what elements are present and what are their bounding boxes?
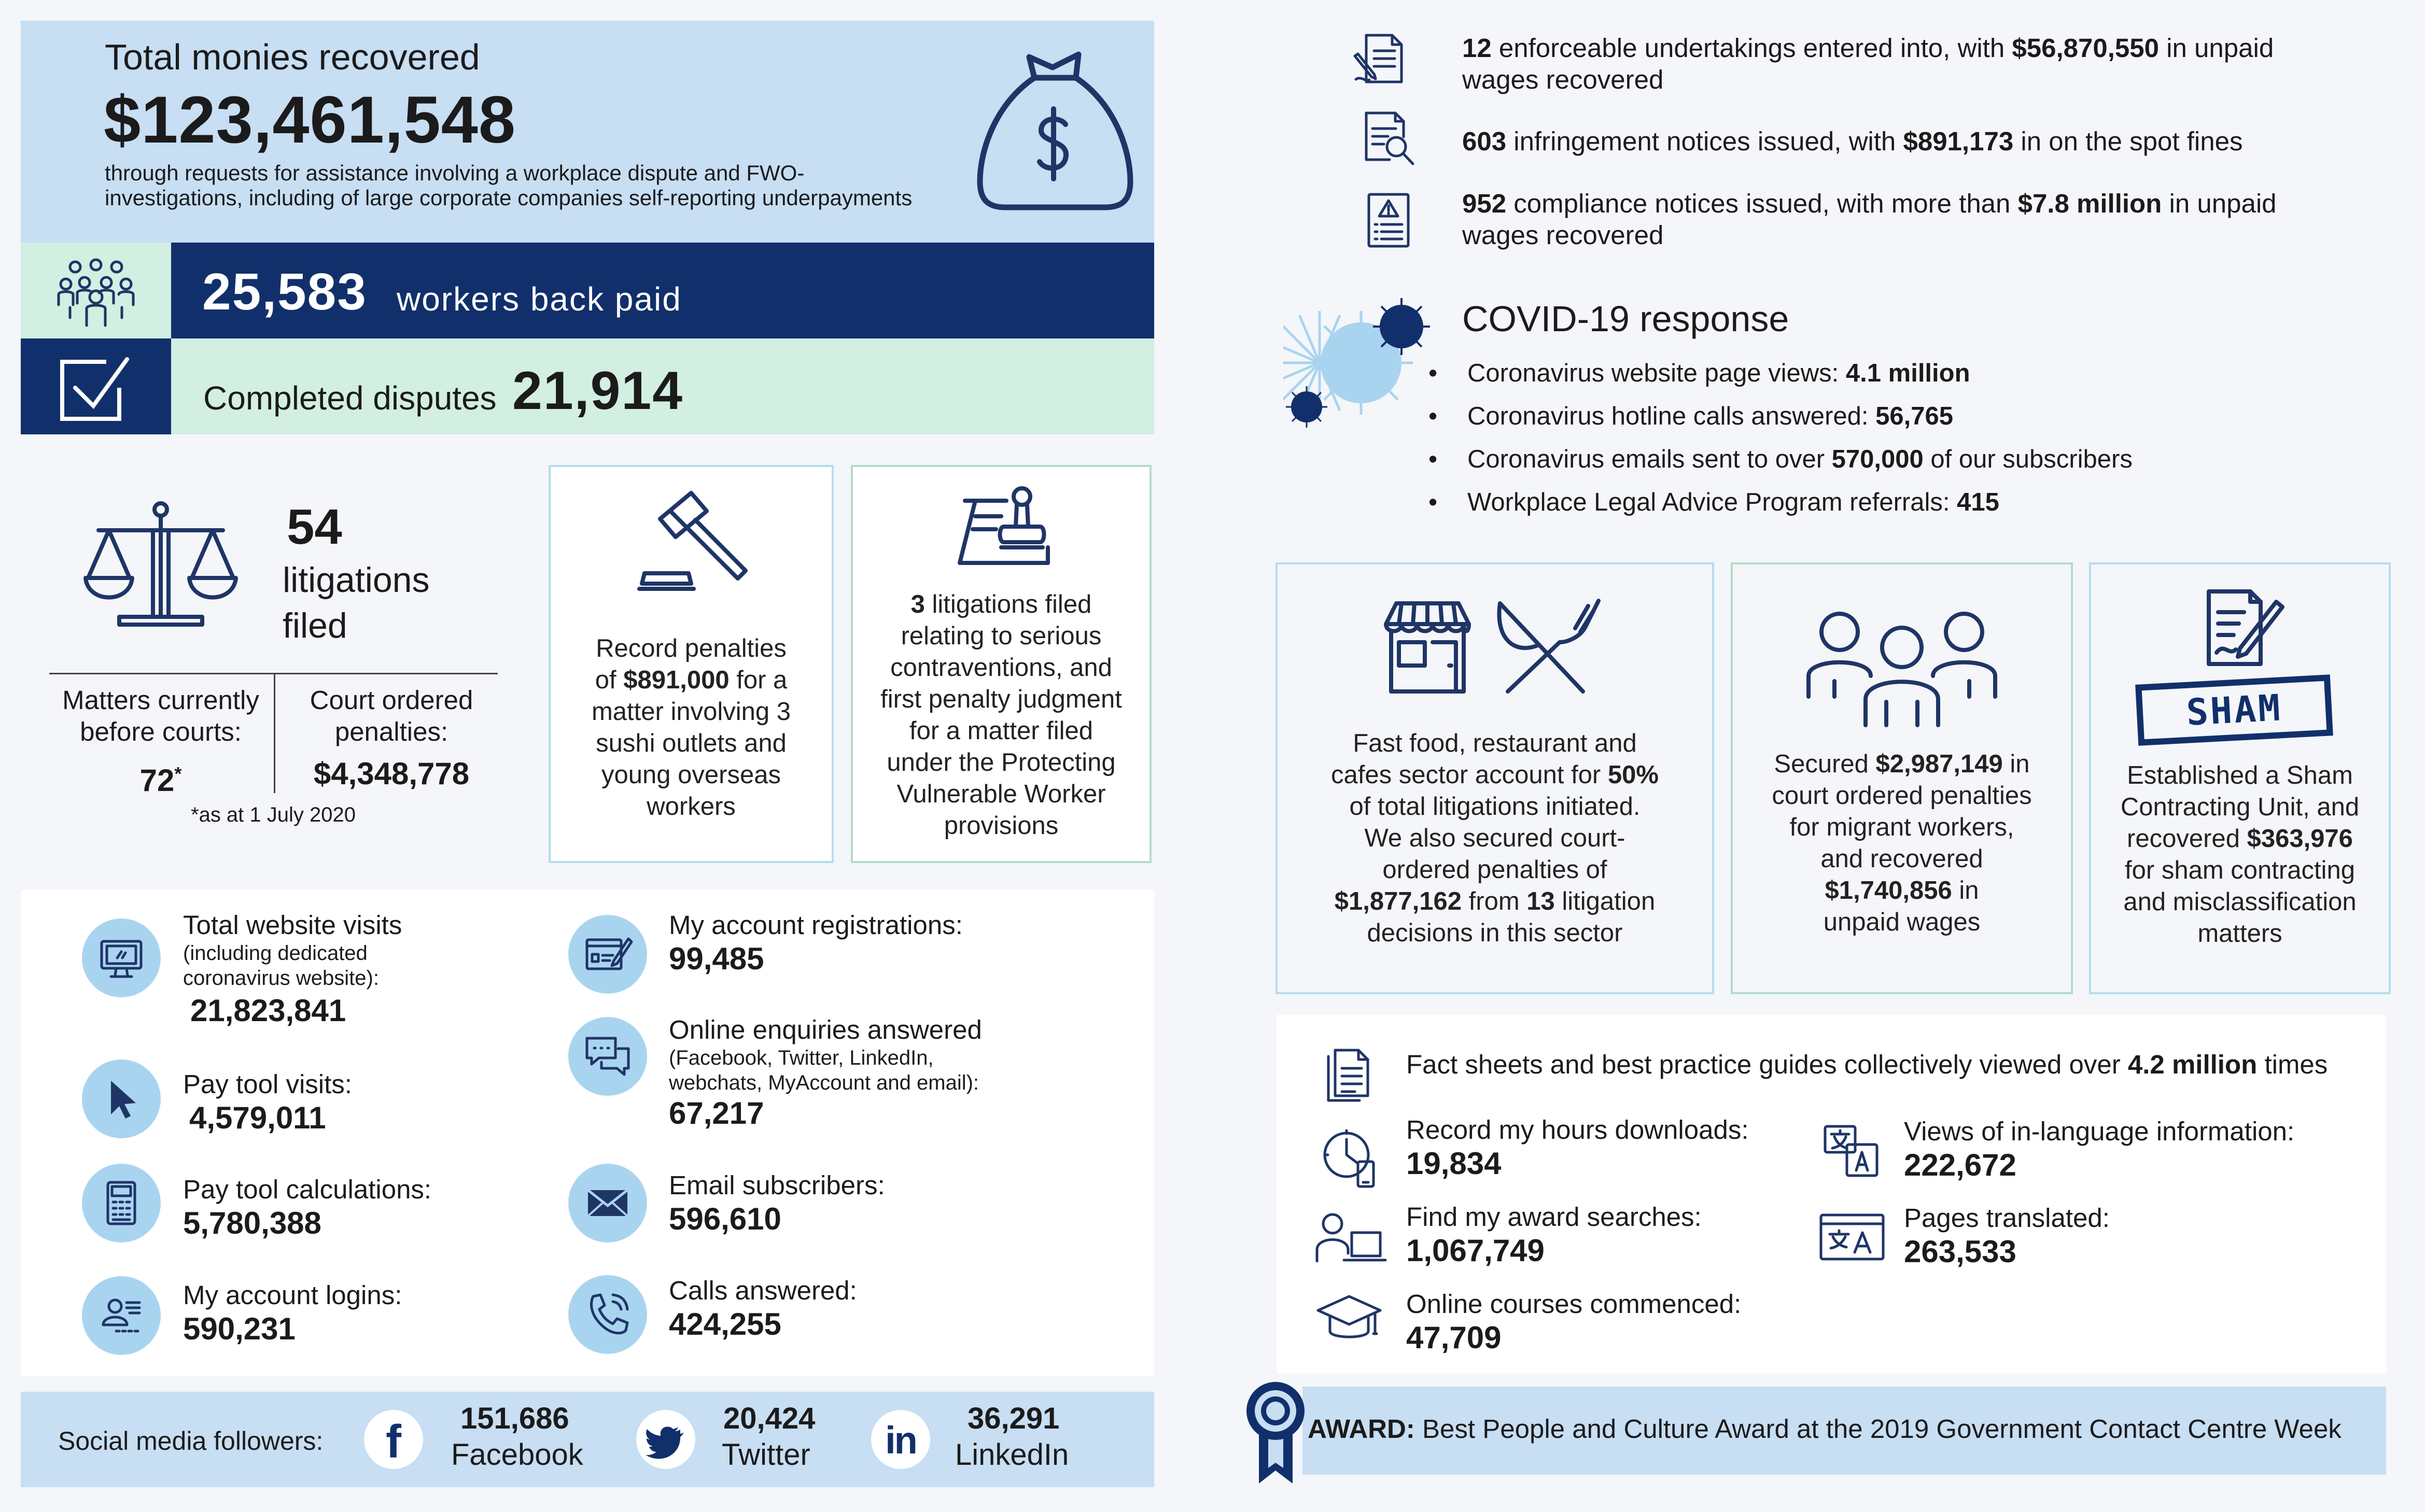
fastfood-penalty: $1,877,162 bbox=[1334, 887, 1462, 915]
sham-line-3-pre: recovered bbox=[2127, 825, 2247, 853]
workers-label: workers back paid bbox=[397, 280, 682, 318]
disputes-value: 21,914 bbox=[512, 361, 684, 421]
fastfood-decisions: 13 bbox=[1526, 887, 1555, 915]
website-visits-value: 21,823,841 bbox=[190, 993, 346, 1028]
sushi-penalty-card bbox=[549, 465, 834, 863]
linkedin-label: LinkedIn bbox=[955, 1438, 1069, 1472]
matters-value: 72 bbox=[139, 763, 175, 798]
award-ribbon-icon bbox=[1243, 1380, 1308, 1489]
person-laptop-icon bbox=[1313, 1209, 1388, 1266]
account-logins-stat bbox=[183, 1280, 402, 1347]
migrant-line-1-pre: Secured bbox=[1774, 750, 1876, 778]
monies-amount: $123,461,548 bbox=[104, 83, 516, 157]
sushi-amount: $891,000 bbox=[623, 666, 730, 694]
disputes-label: Completed disputes bbox=[203, 379, 497, 417]
undertakings-count: 12 bbox=[1462, 33, 1492, 63]
linkedin-value: 36,291 bbox=[968, 1402, 1060, 1435]
social-label: Social media followers: bbox=[58, 1426, 324, 1456]
facebook-label: Facebook bbox=[451, 1438, 583, 1472]
monies-title: Total monies recovered bbox=[105, 37, 480, 77]
award-searches-label: Find my award searches: bbox=[1406, 1202, 1702, 1232]
litigations-label-1: litigations bbox=[283, 560, 430, 600]
enquiries-stat bbox=[669, 1014, 982, 1132]
vulnerable-worker-card bbox=[851, 465, 1152, 863]
online-courses-value: 47,709 bbox=[1406, 1320, 1502, 1355]
workers-value: 25,583 bbox=[202, 263, 367, 321]
sushi-line-6: workers bbox=[647, 793, 736, 821]
online-courses-label: Online courses commenced: bbox=[1406, 1289, 1742, 1319]
vulnerable-line-1 bbox=[853, 589, 1150, 620]
infringement-amount: $891,173 bbox=[1903, 126, 2014, 156]
in-language-value: 222,672 bbox=[1904, 1148, 2016, 1182]
translation-icon bbox=[1821, 1121, 1881, 1183]
registrations-label: My account registrations: bbox=[669, 910, 963, 940]
pay-tool-calcs-label: Pay tool calculations: bbox=[183, 1175, 432, 1204]
website-visits-label: Total website visits bbox=[183, 910, 402, 940]
covid-item bbox=[1467, 488, 1999, 517]
email-subscribers-stat bbox=[669, 1170, 885, 1237]
migrant-line-5-post: in bbox=[1952, 877, 1979, 905]
restaurant-icon bbox=[1381, 598, 1609, 697]
people-icon-box bbox=[21, 243, 171, 338]
sham-stamp: SHAM bbox=[2135, 674, 2333, 746]
pay-tool-visits-stat bbox=[183, 1069, 352, 1136]
money-bag-icon bbox=[975, 47, 1136, 218]
checkbox-icon bbox=[54, 351, 132, 424]
twitter-value: 20,424 bbox=[723, 1402, 816, 1435]
covid-item-text: Coronavirus hotline calls answered: bbox=[1467, 402, 1876, 430]
website-icon-circle bbox=[82, 918, 161, 997]
fact-sheets-pre: Fact sheets and best practice guides collectively viewed over bbox=[1406, 1050, 2128, 1079]
pages-translated-value: 263,533 bbox=[1904, 1234, 2016, 1269]
penalties-value: $4,348,778 bbox=[313, 756, 470, 791]
fastfood-line-1: Fast food, restaurant and bbox=[1353, 729, 1637, 757]
monies-description-2: investigations, including of large corporate companies self-reporting underpayments bbox=[105, 186, 913, 210]
matters-block bbox=[49, 684, 272, 796]
pages-translated-stat bbox=[1904, 1203, 2110, 1270]
cursor-icon bbox=[95, 1073, 147, 1125]
migrant-line-6: unpaid wages bbox=[1823, 908, 1981, 936]
award-searches-stat bbox=[1406, 1202, 1702, 1269]
fastfood-line-4: We also secured court- bbox=[1364, 824, 1625, 852]
compliance-line-1 bbox=[1462, 188, 2277, 219]
record-hours-value: 19,834 bbox=[1406, 1146, 1502, 1181]
enquiries-label: Online enquiries answered bbox=[669, 1015, 982, 1044]
fastfood-line-6-post: litigation bbox=[1554, 887, 1656, 915]
pages-translated-icon bbox=[1818, 1211, 1886, 1263]
undertakings-text bbox=[1462, 32, 2274, 95]
calls-icon-circle bbox=[568, 1275, 647, 1354]
account-logins-value: 590,231 bbox=[183, 1311, 296, 1346]
account-logins-label: My account logins: bbox=[183, 1280, 402, 1310]
sham-line-3 bbox=[2091, 823, 2389, 855]
litigations-vdivider bbox=[274, 674, 275, 793]
facebook-icon[interactable]: f bbox=[364, 1410, 423, 1469]
envelope-icon bbox=[582, 1177, 634, 1229]
in-language-stat bbox=[1904, 1116, 2294, 1183]
matters-label-1: Matters currently bbox=[62, 685, 259, 715]
fact-sheets-text bbox=[1406, 1049, 2328, 1080]
infringement-count: 603 bbox=[1462, 126, 1507, 156]
vulnerable-line-6: under the Protecting bbox=[887, 748, 1116, 776]
award-bar bbox=[1302, 1387, 2386, 1475]
scales-icon bbox=[83, 500, 239, 635]
award-description: Best People and Culture Award at the 2019 Government Contact Centre Week bbox=[1414, 1414, 2342, 1444]
fastfood-line-3: of total litigations initiated. bbox=[1349, 793, 1641, 821]
compliance-count: 952 bbox=[1462, 189, 1507, 218]
website-visits-stat bbox=[183, 910, 402, 1029]
fastfood-line-7: decisions in this sector bbox=[1367, 919, 1623, 947]
twitter-bird-icon bbox=[636, 1410, 695, 1469]
workers-panel bbox=[171, 243, 1154, 338]
undertakings-line-1 bbox=[1462, 32, 2274, 64]
litigations-value: 54 bbox=[287, 499, 342, 555]
sushi-line-2-pre: of bbox=[595, 666, 624, 694]
covid-item-text: Coronavirus website page views: bbox=[1467, 359, 1846, 387]
sham-line-2: Contracting Unit, and bbox=[2120, 793, 2360, 821]
undertakings-t1: enforceable undertakings entered into, with bbox=[1491, 33, 2012, 63]
covid-item-text: Workplace Legal Advice Program referrals: bbox=[1467, 488, 1957, 516]
compliance-t2: in unpaid bbox=[2162, 189, 2277, 218]
infringement-line-1 bbox=[1462, 125, 2242, 157]
fastfood-line-2 bbox=[1278, 759, 1712, 791]
compliance-t1: compliance notices issued, with more than bbox=[1506, 189, 2018, 218]
linkedin-icon[interactable]: in bbox=[871, 1410, 930, 1469]
sham-contracting-card bbox=[2089, 562, 2391, 994]
infringement-t2: in on the spot fines bbox=[2013, 126, 2243, 156]
sham-line-5: and misclassification bbox=[2123, 888, 2357, 916]
inspect-document-icon bbox=[1361, 108, 1418, 167]
compliance-notice-icon bbox=[1364, 189, 1415, 251]
online-courses-stat bbox=[1406, 1289, 1741, 1356]
vulnerable-line-8: provisions bbox=[944, 812, 1059, 840]
enquiries-value: 67,217 bbox=[669, 1096, 764, 1131]
facebook-value: 151,686 bbox=[460, 1402, 569, 1435]
compliance-amount: $7.8 million bbox=[2017, 189, 2162, 218]
resources-panel bbox=[1277, 1015, 2386, 1374]
pay-tool-calcs-icon-circle bbox=[82, 1164, 161, 1242]
migrant-line-3: for migrant workers, bbox=[1789, 813, 2014, 841]
migrant-penalty: $2,987,149 bbox=[1875, 750, 2003, 778]
monies-description-1: through requests for assistance involving a workplace dispute and FWO- bbox=[105, 161, 805, 185]
crowd-icon bbox=[54, 256, 137, 328]
sham-line-1: Established a Sham bbox=[2127, 761, 2353, 789]
migrant-line-4: and recovered bbox=[1820, 845, 1983, 873]
disputes-panel bbox=[171, 338, 1154, 434]
pages-translated-label: Pages translated: bbox=[1904, 1203, 2110, 1233]
registration-icon bbox=[582, 928, 634, 980]
vulnerable-line-2: relating to serious bbox=[901, 622, 1102, 650]
migrant-line-2: court ordered penalties bbox=[1772, 782, 2032, 810]
calls-value: 424,255 bbox=[669, 1307, 781, 1341]
pay-tool-calcs-stat bbox=[183, 1174, 431, 1241]
checkbox-box bbox=[21, 338, 171, 434]
covid-item-bold: 56,765 bbox=[1875, 402, 1953, 430]
award-text bbox=[1308, 1414, 2342, 1444]
covid-item-after: of our subscribers bbox=[1923, 445, 2133, 473]
sushi-line-4: sushi outlets and bbox=[596, 729, 787, 757]
award-label: AWARD: bbox=[1308, 1414, 1415, 1444]
compliance-line-2: wages recovered bbox=[1462, 220, 1664, 250]
graduation-cap-icon bbox=[1315, 1292, 1383, 1344]
penalties-label-2: penalties: bbox=[334, 717, 448, 746]
chat-icon bbox=[582, 1030, 634, 1082]
website-visits-sub-1: (including dedicated bbox=[183, 942, 368, 965]
covid-title: COVID-19 response bbox=[1462, 299, 1789, 339]
matters-label-2: before courts: bbox=[80, 717, 242, 746]
account-logins-icon-circle bbox=[82, 1276, 161, 1355]
fact-sheets-post: times bbox=[2257, 1050, 2328, 1079]
enquiries-sub-2: webchats, MyAccount and email): bbox=[669, 1071, 979, 1094]
matters-value-row bbox=[49, 758, 272, 796]
sushi-line-5: young overseas bbox=[601, 761, 781, 789]
record-hours-stat bbox=[1406, 1114, 1749, 1182]
calculator-icon bbox=[95, 1177, 147, 1229]
migrant-line-5 bbox=[1733, 875, 2071, 907]
registrations-icon-circle bbox=[568, 915, 647, 994]
fast-food-card bbox=[1275, 562, 1714, 994]
record-hours-label: Record my hours downloads: bbox=[1406, 1115, 1749, 1144]
undertakings-amount: $56,870,550 bbox=[2012, 33, 2159, 63]
infringement-text bbox=[1462, 125, 2242, 157]
penalties-block bbox=[277, 684, 506, 789]
pay-tool-visits-icon-circle bbox=[82, 1059, 161, 1138]
email-subscribers-label: Email subscribers: bbox=[669, 1170, 885, 1200]
digital-stats-panel bbox=[21, 890, 1154, 1376]
litigations-label-2: filed bbox=[283, 606, 347, 645]
twitter-label: Twitter bbox=[722, 1438, 810, 1472]
fastfood-line-5: ordered penalties of bbox=[1382, 856, 1607, 884]
migrant-recovered: $1,740,856 bbox=[1825, 877, 1952, 905]
sham-line-6: matters bbox=[2197, 920, 2282, 948]
covid-item-bold: 415 bbox=[1957, 488, 1999, 516]
contract-signing-icon bbox=[2188, 586, 2292, 674]
social-media-bar bbox=[21, 1392, 1154, 1487]
email-subscribers-value: 596,610 bbox=[669, 1202, 781, 1236]
penalties-label-1: Court ordered bbox=[310, 685, 473, 715]
calls-label: Calls answered: bbox=[669, 1276, 857, 1305]
fastfood-line-6 bbox=[1278, 886, 1712, 917]
migrant-line-1 bbox=[1733, 748, 2071, 780]
vulnerable-line-5: for a matter filed bbox=[909, 717, 1094, 745]
fastfood-line-2-pre: cafes sector account for bbox=[1331, 761, 1608, 789]
litigations-footnote: *as at 1 July 2020 bbox=[191, 803, 356, 826]
calls-stat bbox=[669, 1275, 857, 1343]
in-language-label: Views of in-language information: bbox=[1904, 1117, 2295, 1146]
vulnerable-line-7: Vulnerable Worker bbox=[896, 780, 1106, 808]
gavel-icon bbox=[629, 490, 753, 594]
matters-asterisk: * bbox=[174, 763, 182, 784]
virus-icon bbox=[1283, 293, 1439, 443]
covid-item-bold: 4.1 million bbox=[1845, 359, 1970, 387]
covid-item-text: Coronavirus emails sent to over bbox=[1467, 445, 1832, 473]
stamp-document-icon bbox=[944, 485, 1058, 578]
vulnerable-count: 3 bbox=[910, 590, 925, 618]
vulnerable-line-4: first penalty judgment bbox=[880, 685, 1122, 713]
sushi-line-1: Record penalties bbox=[596, 634, 787, 662]
covid-item bbox=[1467, 402, 1953, 431]
sushi-line-2 bbox=[551, 665, 832, 696]
covid-item-bold: 570,000 bbox=[1831, 445, 1924, 473]
enquiries-sub-1: (Facebook, Twitter, LinkedIn, bbox=[669, 1047, 934, 1069]
pay-tool-calcs-value: 5,780,388 bbox=[183, 1206, 321, 1240]
pay-tool-visits-value: 4,579,011 bbox=[189, 1100, 326, 1135]
pay-tool-visits-label: Pay tool visits: bbox=[183, 1069, 352, 1099]
signing-document-icon bbox=[1351, 30, 1408, 87]
infringement-t1: infringement notices issued, with bbox=[1506, 126, 1903, 156]
vulnerable-line-1-post: litigations filed bbox=[924, 590, 1092, 618]
fastfood-line-6-mid: from bbox=[1462, 887, 1527, 915]
phone-icon bbox=[582, 1289, 634, 1340]
email-icon-circle bbox=[568, 1164, 647, 1242]
group-people-icon bbox=[1803, 609, 2000, 728]
undertakings-line-2: wages recovered bbox=[1462, 65, 1664, 94]
clock-phone-icon bbox=[1321, 1126, 1380, 1189]
covid-item bbox=[1467, 359, 1970, 388]
monies-panel bbox=[21, 21, 1154, 243]
compliance-text bbox=[1462, 188, 2277, 251]
login-icon bbox=[95, 1290, 147, 1341]
enquiries-icon-circle bbox=[568, 1017, 647, 1096]
sushi-line-2-post: for a bbox=[729, 666, 788, 694]
covid-item bbox=[1467, 445, 2133, 474]
sham-amount: $363,976 bbox=[2247, 825, 2353, 853]
undertakings-t2: in unpaid bbox=[2159, 33, 2274, 63]
award-searches-value: 1,067,749 bbox=[1406, 1233, 1545, 1268]
sushi-line-3: matter involving 3 bbox=[591, 698, 791, 726]
fastfood-percent: 50% bbox=[1607, 761, 1659, 789]
twitter-icon[interactable] bbox=[636, 1410, 695, 1469]
fact-sheets-value: 4.2 million bbox=[2127, 1050, 2258, 1079]
sham-line-4: for sham contracting bbox=[2125, 856, 2355, 884]
website-visits-sub-2: coronavirus website): bbox=[183, 967, 379, 990]
registrations-value: 99,485 bbox=[669, 941, 764, 976]
migrant-workers-card bbox=[1731, 562, 2073, 994]
computer-icon bbox=[95, 932, 147, 984]
vulnerable-line-3: contraventions, and bbox=[890, 654, 1112, 682]
registrations-stat bbox=[669, 910, 963, 977]
fact-sheets-icon bbox=[1322, 1045, 1374, 1102]
migrant-line-1-post: in bbox=[2002, 750, 2030, 778]
